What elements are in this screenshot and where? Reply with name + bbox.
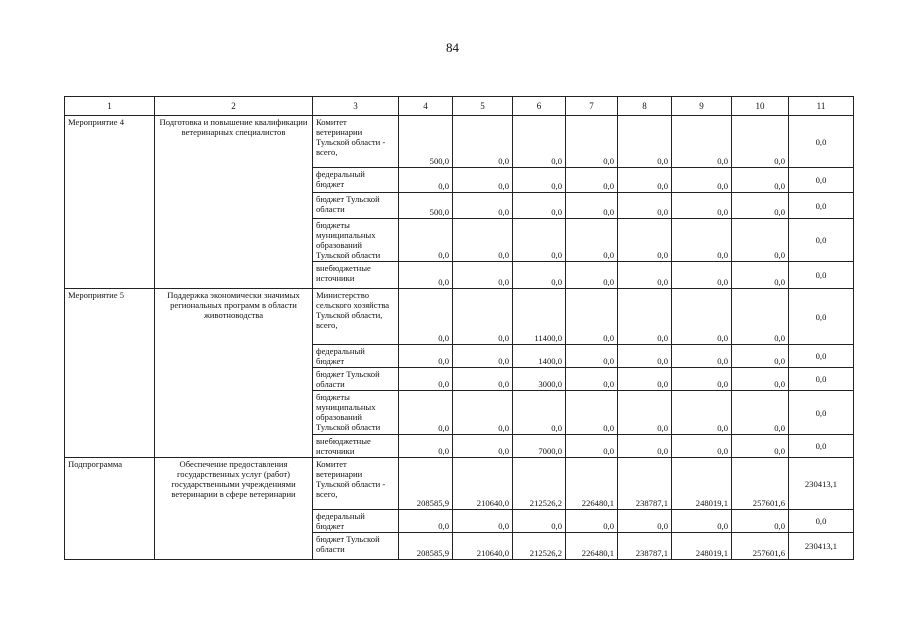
value-cell: 0,0 — [672, 289, 732, 345]
value-cell: 230413,1 — [789, 533, 854, 560]
funding-source: бюджеты муниципальных образований Тульской области — [313, 219, 399, 262]
value-cell: 212526,2 — [513, 458, 566, 510]
value-cell: 7000,0 — [513, 435, 566, 458]
value-cell: 0,0 — [672, 368, 732, 391]
value-cell: 0,0 — [789, 219, 854, 262]
funding-source: внебюджетные источники — [313, 435, 399, 458]
funding-source: федеральный бюджет — [313, 168, 399, 193]
value-cell: 257601,6 — [732, 458, 789, 510]
value-cell: 0,0 — [453, 435, 513, 458]
value-cell: 248019,1 — [672, 533, 732, 560]
column-header: 4 — [399, 97, 453, 116]
value-cell: 0,0 — [566, 289, 618, 345]
value-cell: 210640,0 — [453, 458, 513, 510]
value-cell: 0,0 — [789, 510, 854, 533]
table-header-row — [65, 97, 854, 116]
value-cell: 500,0 — [399, 193, 453, 219]
value-cell: 0,0 — [513, 391, 566, 435]
value-cell: 0,0 — [789, 368, 854, 391]
column-header: 5 — [453, 97, 513, 116]
column-header: 9 — [672, 97, 732, 116]
value-cell: 0,0 — [732, 262, 789, 289]
value-cell: 0,0 — [618, 219, 672, 262]
value-cell: 0,0 — [513, 168, 566, 193]
event-label: Подпрограмма — [65, 458, 155, 560]
value-cell: 0,0 — [618, 391, 672, 435]
funding-source: федеральный бюджет — [313, 510, 399, 533]
value-cell: 0,0 — [453, 262, 513, 289]
value-cell: 0,0 — [672, 168, 732, 193]
value-cell: 0,0 — [566, 510, 618, 533]
value-cell: 0,0 — [566, 193, 618, 219]
column-header: 2 — [155, 97, 313, 116]
budget-table — [64, 96, 854, 560]
value-cell: 0,0 — [672, 262, 732, 289]
value-cell: 0,0 — [732, 219, 789, 262]
value-cell: 0,0 — [789, 435, 854, 458]
value-cell: 0,0 — [618, 168, 672, 193]
value-cell: 208585,9 — [399, 458, 453, 510]
value-cell: 0,0 — [453, 116, 513, 168]
value-cell: 0,0 — [399, 391, 453, 435]
value-cell: 0,0 — [732, 391, 789, 435]
value-cell: 208585,9 — [399, 533, 453, 560]
value-cell: 0,0 — [453, 219, 513, 262]
value-cell: 0,0 — [672, 219, 732, 262]
value-cell: 226480,1 — [566, 458, 618, 510]
value-cell: 0,0 — [566, 391, 618, 435]
funding-source: бюджет Тульской области — [313, 193, 399, 219]
page-number: 84 — [446, 40, 459, 55]
value-cell: 0,0 — [618, 345, 672, 368]
column-header: 1 — [65, 97, 155, 116]
value-cell: 0,0 — [618, 368, 672, 391]
value-cell: 212526,2 — [513, 533, 566, 560]
value-cell: 0,0 — [672, 193, 732, 219]
value-cell: 0,0 — [732, 345, 789, 368]
funding-source: Комитет ветеринарии Тульской области - всего, — [313, 116, 399, 168]
value-cell: 0,0 — [399, 219, 453, 262]
value-cell: 238787,1 — [618, 458, 672, 510]
value-cell: 0,0 — [453, 510, 513, 533]
value-cell: 0,0 — [399, 168, 453, 193]
funding-source: Комитет ветеринарии Тульской области - всего, — [313, 458, 399, 510]
value-cell: 0,0 — [513, 262, 566, 289]
column-header: 3 — [313, 97, 399, 116]
table-row — [65, 289, 854, 345]
value-cell: 0,0 — [566, 435, 618, 458]
value-cell: 0,0 — [453, 345, 513, 368]
value-cell: 0,0 — [566, 116, 618, 168]
value-cell: 230413,1 — [789, 458, 854, 510]
value-cell: 0,0 — [566, 168, 618, 193]
value-cell: 0,0 — [513, 219, 566, 262]
value-cell: 257601,6 — [732, 533, 789, 560]
value-cell: 0,0 — [566, 262, 618, 289]
funding-source: внебюджетные источники — [313, 262, 399, 289]
column-header: 8 — [618, 97, 672, 116]
value-cell: 0,0 — [618, 435, 672, 458]
value-cell: 248019,1 — [672, 458, 732, 510]
event-label: Мероприятие 4 — [65, 116, 155, 289]
value-cell: 0,0 — [618, 510, 672, 533]
table-body — [65, 116, 854, 560]
value-cell: 0,0 — [399, 262, 453, 289]
value-cell: 0,0 — [566, 345, 618, 368]
value-cell: 0,0 — [453, 289, 513, 345]
value-cell: 0,0 — [399, 435, 453, 458]
value-cell: 0,0 — [513, 193, 566, 219]
value-cell: 0,0 — [789, 262, 854, 289]
value-cell: 11400,0 — [513, 289, 566, 345]
value-cell: 500,0 — [399, 116, 453, 168]
value-cell: 0,0 — [618, 116, 672, 168]
funding-source: бюджет Тульской области — [313, 533, 399, 560]
value-cell: 0,0 — [789, 289, 854, 345]
value-cell: 238787,1 — [618, 533, 672, 560]
value-cell: 0,0 — [399, 345, 453, 368]
event-label: Мероприятие 5 — [65, 289, 155, 458]
value-cell: 0,0 — [399, 510, 453, 533]
value-cell: 210640,0 — [453, 533, 513, 560]
funding-source: бюджет Тульской области — [313, 368, 399, 391]
value-cell: 226480,1 — [566, 533, 618, 560]
value-cell: 0,0 — [453, 391, 513, 435]
value-cell: 0,0 — [566, 368, 618, 391]
value-cell: 0,0 — [732, 435, 789, 458]
table-row — [65, 458, 854, 510]
value-cell: 0,0 — [672, 435, 732, 458]
value-cell: 0,0 — [789, 345, 854, 368]
value-cell: 3000,0 — [513, 368, 566, 391]
value-cell: 0,0 — [732, 289, 789, 345]
event-name: Обеспечение предоставления государственных услуг (работ) государственными учреждениями ветеринарии в сфере ветеринарии — [155, 458, 313, 560]
value-cell: 0,0 — [732, 193, 789, 219]
table-row — [65, 116, 854, 168]
value-cell: 0,0 — [732, 368, 789, 391]
value-cell: 0,0 — [618, 193, 672, 219]
value-cell: 1400,0 — [513, 345, 566, 368]
funding-source: Министерство сельского хозяйства Тульской области, всего, — [313, 289, 399, 345]
value-cell: 0,0 — [789, 116, 854, 168]
value-cell: 0,0 — [789, 391, 854, 435]
column-header: 10 — [732, 97, 789, 116]
value-cell: 0,0 — [566, 219, 618, 262]
event-name: Поддержка экономически значимых региональных программ в области животноводства — [155, 289, 313, 458]
value-cell: 0,0 — [672, 345, 732, 368]
value-cell: 0,0 — [513, 116, 566, 168]
event-name: Подготовка и повышение квалификации ветеринарных специалистов — [155, 116, 313, 289]
value-cell: 0,0 — [732, 510, 789, 533]
value-cell: 0,0 — [732, 168, 789, 193]
value-cell: 0,0 — [399, 289, 453, 345]
value-cell: 0,0 — [618, 289, 672, 345]
column-header: 11 — [789, 97, 854, 116]
value-cell: 0,0 — [672, 391, 732, 435]
value-cell: 0,0 — [789, 168, 854, 193]
funding-source: бюджеты муниципальных образований Тульской области — [313, 391, 399, 435]
value-cell: 0,0 — [732, 116, 789, 168]
value-cell: 0,0 — [453, 368, 513, 391]
value-cell: 0,0 — [618, 262, 672, 289]
value-cell: 0,0 — [453, 168, 513, 193]
column-header: 7 — [566, 97, 618, 116]
value-cell: 0,0 — [789, 193, 854, 219]
value-cell: 0,0 — [453, 193, 513, 219]
funding-source: федеральный бюджет — [313, 345, 399, 368]
value-cell: 0,0 — [672, 510, 732, 533]
value-cell: 0,0 — [399, 368, 453, 391]
value-cell: 0,0 — [513, 510, 566, 533]
column-header: 6 — [513, 97, 566, 116]
value-cell: 0,0 — [672, 116, 732, 168]
